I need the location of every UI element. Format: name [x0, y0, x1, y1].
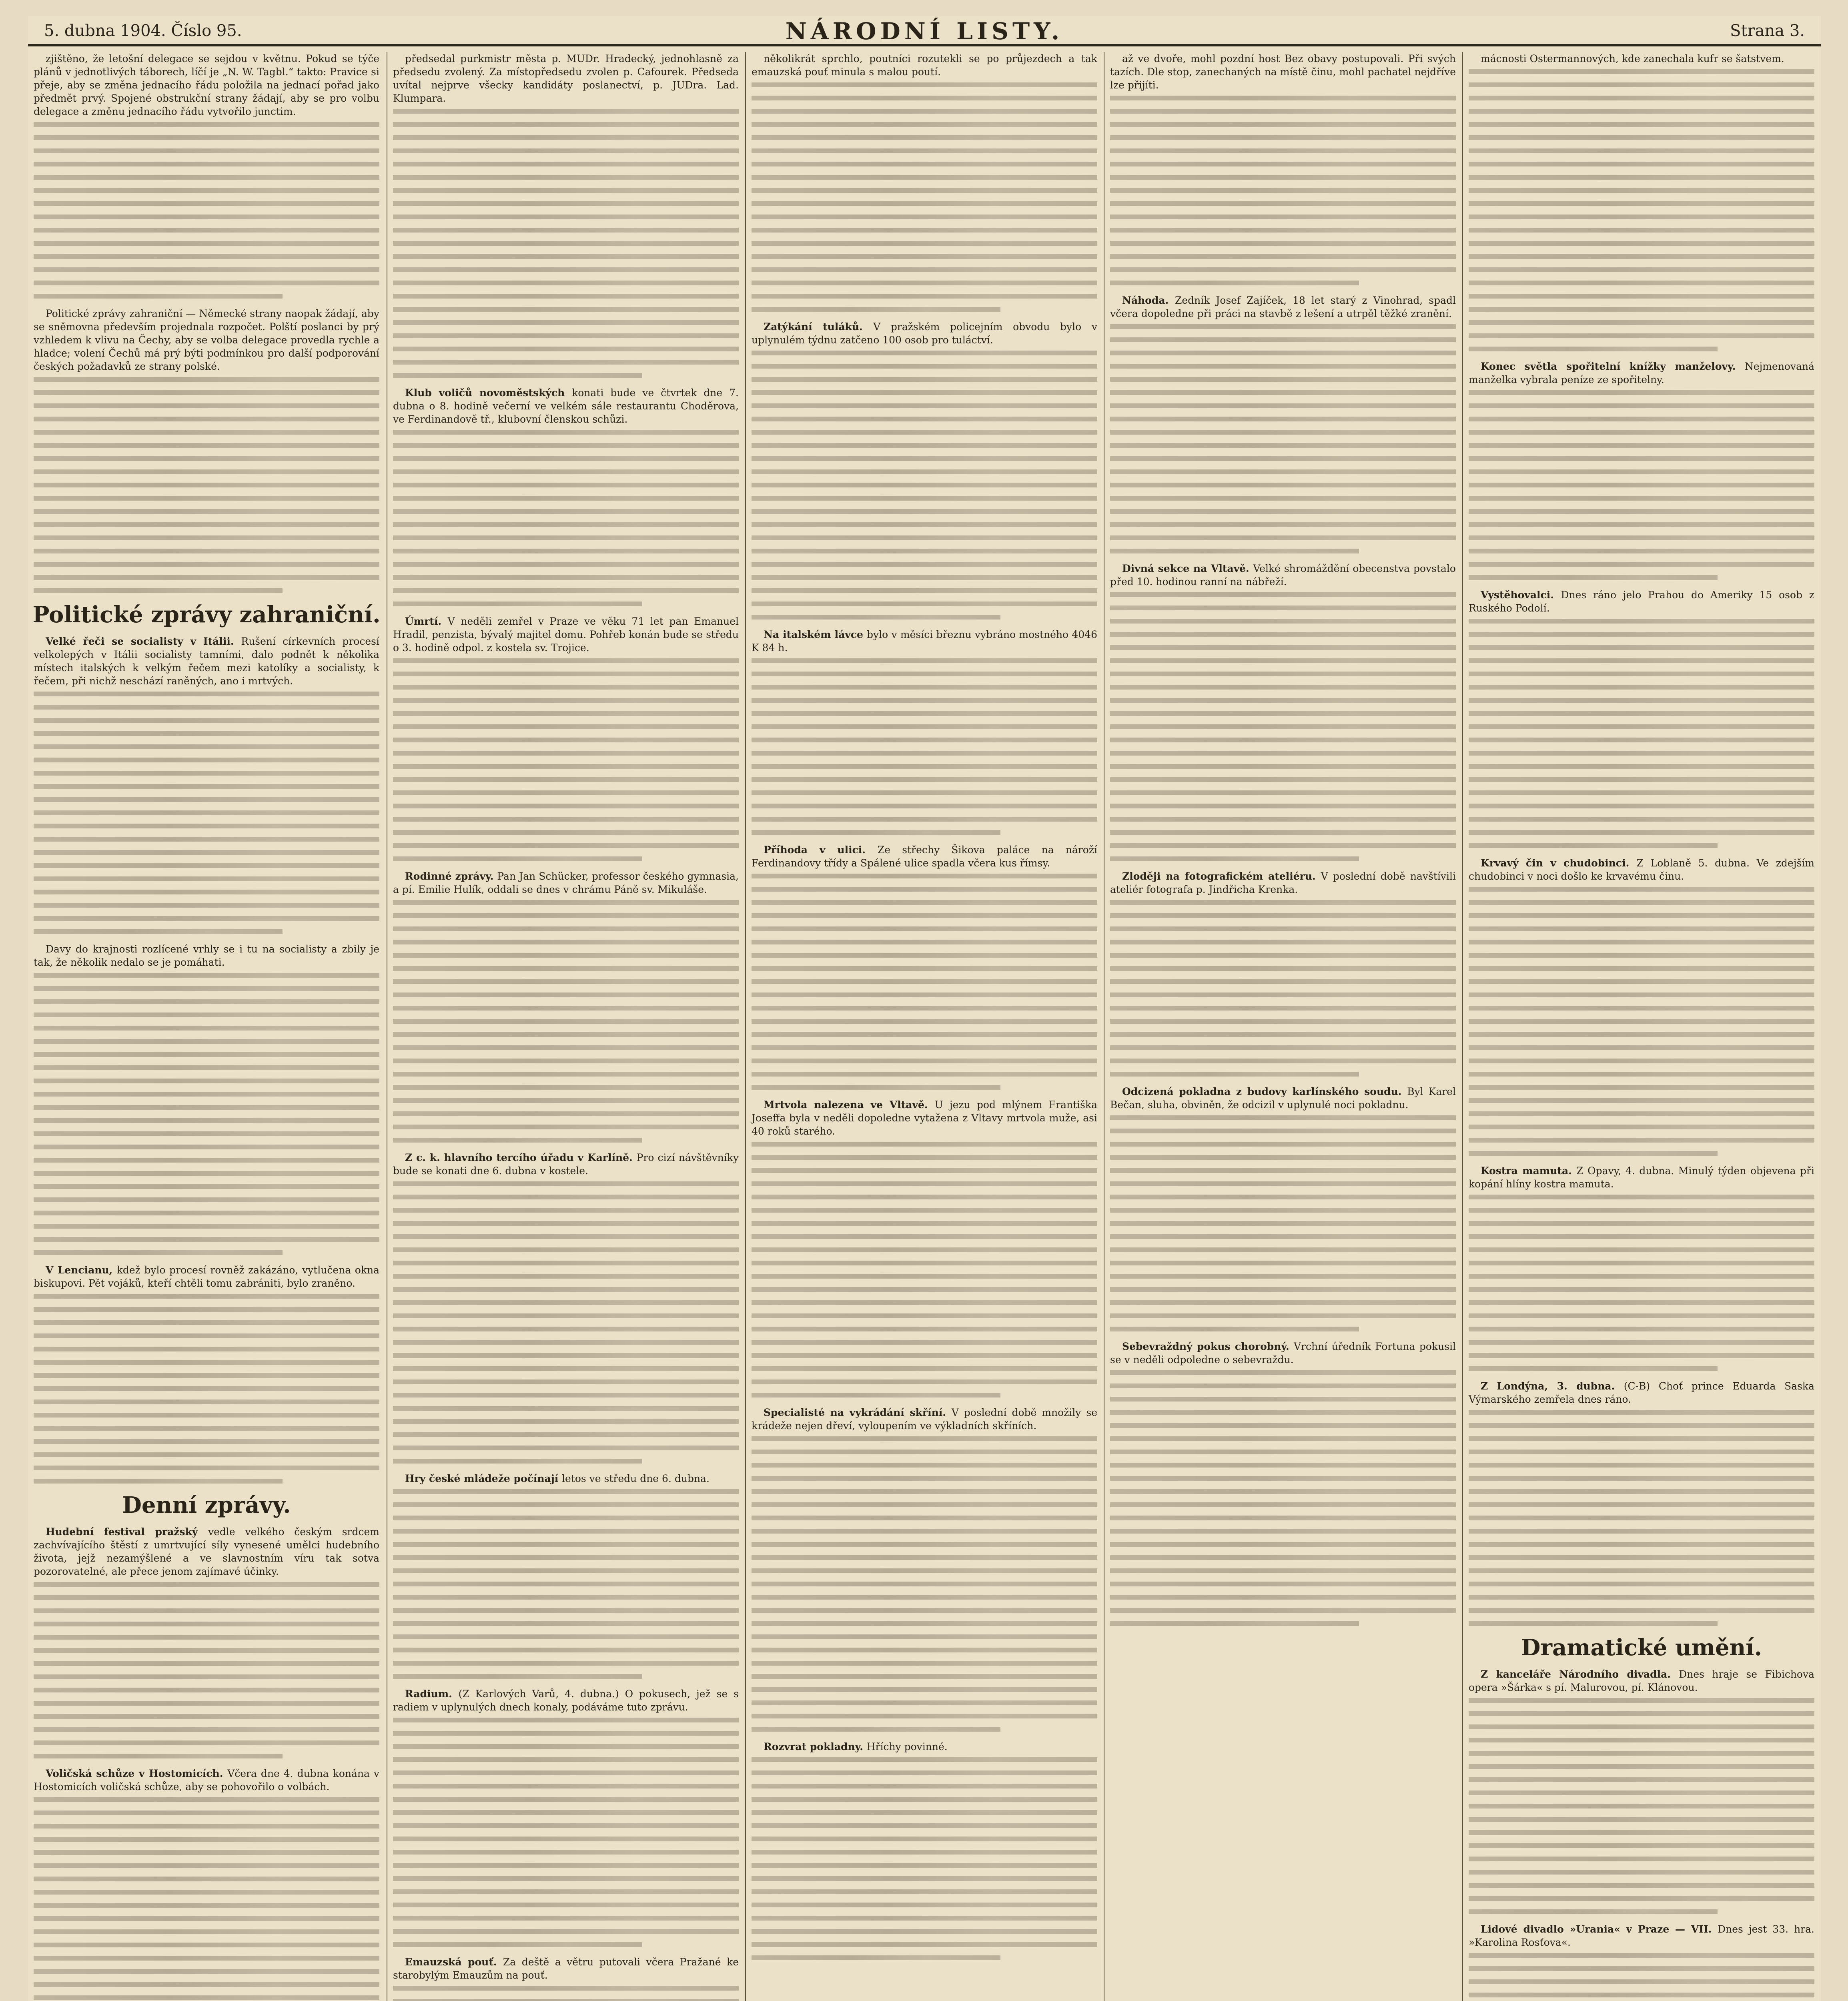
- article-text: U jezu pod mlýnem Františka Joseffa byla v neděli dopoledne vytažena z Vltavy mrtvola muže, asi 40 roků starého.: [752, 1099, 1097, 1137]
- text-lines: [34, 1797, 379, 2001]
- article-text: V neděli zemřel v Praze ve věku 71 let pan Emanuel Hradil, penzista, bývalý majitel domu. Pohřeb konán bude se středu o 3. hodině odpol. z kostela sv. Trojice.: [393, 616, 739, 654]
- article-lead: Zloději na fotografickém ateliéru.: [1122, 870, 1321, 882]
- article-lead: Rodinné zprávy.: [405, 870, 497, 882]
- article-text: předsedal purkmistr města p. MUDr. Hradecký, jednohlasně za předsedu zvolený. Za místopředsedu zvolen p. Cafourek. Předseda uvítal nejprve všecky kandidáty poslanectví, p. JUDra. Lad. Klumpara.: [393, 53, 739, 104]
- article-paragraph: [393, 1687, 739, 1714]
- article-text: V poslední době množily se krádeže nejen dřeví, vyloupením ve výkladních skříních.: [752, 1407, 1097, 1432]
- article-text: Včera dne 4. dubna konána v Hostomicích voličská schůze, aby se pohovořilo o volbách.: [34, 1768, 379, 1792]
- article-paragraph: [34, 307, 379, 373]
- article-paragraph: [752, 1406, 1097, 1432]
- text-lines: [34, 377, 379, 593]
- newspaper-page: [28, 16, 1821, 2001]
- article-lead: Kostra mamuta.: [1481, 1165, 1577, 1177]
- text-lines: [393, 1718, 739, 1947]
- text-lines: [1110, 324, 1456, 553]
- text-lines: [393, 1986, 739, 2001]
- text-lines: [1110, 96, 1456, 285]
- article-paragraph: [393, 615, 739, 654]
- article-paragraph: [1469, 588, 1814, 615]
- text-lines: [34, 1582, 379, 1758]
- article-lead: Hry české mládeže počínají: [405, 1473, 562, 1484]
- article-text: Davy do krajnosti rozlícené vrhly se i tu na socialisty a zbily je tak, že několik nedalo se je pomáhati.: [34, 943, 379, 968]
- article-lead: Vystěhovalci.: [1481, 589, 1561, 601]
- section-heading: Dramatické umění.: [1521, 1634, 1762, 1661]
- text-lines: [393, 109, 739, 378]
- article-text: mácnosti Ostermannových, kde zanechala kufr se šatstvem.: [1481, 53, 1784, 64]
- text-lines: [752, 1757, 1097, 1960]
- text-lines: [34, 1294, 379, 1484]
- article-paragraph: [34, 1525, 379, 1578]
- newspaper-title: NÁRODNÍ LISTY.: [785, 18, 1064, 45]
- article-lead: Náhoda.: [1122, 295, 1175, 306]
- article-paragraph: [1110, 1340, 1456, 1366]
- article-lead: Lidové divadlo »Urania« v Praze — VII.: [1481, 1923, 1718, 1935]
- article-paragraph: [1110, 562, 1456, 588]
- article-paragraph: [393, 1472, 739, 1485]
- text-lines: [393, 430, 739, 606]
- article-lead: Specialisté na vykrádání skříní.: [764, 1407, 952, 1418]
- article-text: Velké shromáždění obecenstva povstalo před 10. hodinou ranní na nábřeží.: [1110, 563, 1456, 587]
- text-lines: [1469, 390, 1814, 580]
- text-lines: [1110, 1370, 1456, 1626]
- text-lines: [1469, 1410, 1814, 1626]
- article-paragraph: [34, 942, 379, 969]
- article-text: Hříchy povinné.: [866, 1741, 948, 1752]
- article-paragraph: [34, 52, 379, 118]
- article-paragraph: [1110, 52, 1456, 92]
- article-paragraph: [393, 1955, 739, 1982]
- article-paragraph: [393, 52, 739, 105]
- article-lead: Zatýkání tuláků.: [764, 321, 874, 333]
- article-lead: Konec světla spořitelní knížky manželovy.: [1481, 361, 1745, 372]
- article-text: V poslední době navštívili ateliér fotografa p. Jindřicha Krenka.: [1110, 870, 1456, 895]
- text-lines: [1110, 900, 1456, 1077]
- text-lines: [1110, 592, 1456, 861]
- article-paragraph: [34, 1767, 379, 1793]
- article-lead: Z Londýna, 3. dubna.: [1481, 1380, 1624, 1392]
- article-lead: Radium.: [405, 1688, 459, 1700]
- text-lines: [1469, 887, 1814, 1156]
- article-lead: Odcizená pokladna z budovy karlínského soudu.: [1122, 1086, 1407, 1097]
- article-paragraph: [34, 635, 379, 688]
- article-lead: V Lencianu,: [46, 1264, 117, 1276]
- article-text: Z Loblaně 5. dubna. Ve zdejším chudobinci v noci došlo ke krvavému činu.: [1469, 857, 1814, 882]
- text-lines: [752, 1142, 1097, 1397]
- article-text: Za deště a větru putovali včera Pražané ke starobylým Emauzům na pouť.: [393, 1956, 739, 1981]
- article-text: (Z Karlových Varů, 4. dubna.) O pokusech, jež se s radiem v uplynulých dnech konaly, podáváme tuto zprávu.: [393, 1688, 739, 1713]
- page-number: Strana 3.: [1730, 22, 1805, 40]
- text-lines: [1469, 1698, 1814, 1914]
- article-paragraph: [393, 870, 739, 896]
- article-text: Politické zprávy zahraniční — Německé strany naopak žádají, aby se sněmovna především projednala rozpočet. Polští poslanci by prý vzhledem k vlivu na Čechy, aby se volba delegace provedla rychle a hladce; volení Čechů má prý býti podmínkou pro další podporování českých požadavků ze strany polské.: [34, 308, 379, 372]
- article-lead: Emauzská pouť.: [405, 1956, 503, 1968]
- article-text: Dnes jest 33. hra. »Karolina Rosťova«.: [1469, 1923, 1814, 1948]
- article-lead: Velké řeči se socialisty v Itálii.: [46, 636, 241, 647]
- article-paragraph: [393, 386, 739, 426]
- article-paragraph: [1469, 1668, 1814, 1694]
- text-lines: [752, 874, 1097, 1090]
- article-text: až ve dvoře, mohl pozdní host Bez obavy postupovali. Při svých tazích. Dle stop, zanechaných na místě činu, mohl pachatel nejdříve lze přijíti.: [1110, 53, 1456, 91]
- article-paragraph: [752, 628, 1097, 654]
- article-paragraph: [34, 1263, 379, 1290]
- article-lead: Z kanceláře Národního divadla.: [1481, 1668, 1679, 1680]
- date-issue: 5. dubna 1904. Číslo 95.: [44, 22, 242, 40]
- column-5: [1462, 52, 1820, 2001]
- article-lead: Na italském lávce: [764, 629, 867, 640]
- article-lead: Hudební festival pražský: [46, 1526, 208, 1538]
- article-lead: Z c. k. hlavního tercího úřadu v Karlíně.: [405, 1152, 637, 1163]
- column-4: [1104, 52, 1461, 2001]
- article-text: Byl Karel Bečan, sluha, obviněn, že odcizil v uplynulé noci pokladnu.: [1110, 1086, 1456, 1111]
- text-lines: [1469, 1195, 1814, 1371]
- article-lead: Úmrtí.: [405, 616, 448, 627]
- text-lines: [34, 692, 379, 934]
- article-paragraph: [1469, 360, 1814, 386]
- article-text: Dnes hraje se Fibichova opera »Šárka« s pí. Malurovou, pí. Klánovou.: [1469, 1668, 1814, 1693]
- text-lines: [752, 658, 1097, 835]
- text-lines: [34, 973, 379, 1255]
- article-text: Dnes ráno jelo Prahou do Ameriky 15 osob z Ruského Podolí.: [1469, 589, 1814, 614]
- text-lines: [752, 1436, 1097, 1732]
- masthead: [28, 16, 1821, 46]
- article-paragraph: [752, 843, 1097, 870]
- article-text: V pražském policejním obvodu bylo v uplynulém týdnu zatčeno 100 osob pro tuláctví.: [752, 321, 1097, 346]
- article-paragraph: [393, 1151, 739, 1177]
- column-1: [28, 52, 385, 2001]
- article-text: Nejmenovaná manželka vybrala peníze ze spořitelny.: [1469, 361, 1814, 385]
- text-lines: [34, 122, 379, 299]
- article-text: několikrát sprchlo, poutníci rozutekli se po průjezdech a tak emauzská pouť minula s malou poutí.: [752, 53, 1097, 78]
- text-lines: [393, 658, 739, 861]
- text-lines: [393, 1181, 739, 1464]
- columns: [28, 52, 1821, 2001]
- text-lines: [1469, 69, 1814, 351]
- article-paragraph: [1110, 870, 1456, 896]
- article-paragraph: [752, 1098, 1097, 1138]
- article-text: Pro cizí návštěvníky bude se konati dne 6. dubna v kostele.: [393, 1152, 739, 1177]
- article-paragraph: [1469, 1923, 1814, 1949]
- article-text: konati bude ve čtvrtek dne 7. dubna o 8. hodině večerní ve velkém sále restaurantu Choděrova, ve Ferdinandově tř., klubovní členskou schůzi.: [393, 387, 739, 425]
- article-text: zjištěno, že letošní delegace se sejdou v květnu. Pokud se týče plánů v jednotlivých táborech, líčí je „N. W. Tagbl.“ takto: Pravice si přeje, aby se změna jednacího řádu položila na jednací pořad jako předmět prvý. Spojené obstrukční strany žádají, aby se pro volbu delegace a změnu jednacího řádu vytvořilo junctim.: [34, 53, 379, 117]
- column-2: [387, 52, 744, 2001]
- article-paragraph: [752, 52, 1097, 78]
- article-text: Rušení církevních procesí velkolepých v Itálii socialisty tamními, dalo podnět k několika místech italských k velkým řečem mezi katolíky a socialisty, k řečem, při nichž neschází raněných, ano i mrtvých.: [34, 636, 379, 687]
- article-paragraph: [1469, 1164, 1814, 1191]
- text-lines: [1110, 1115, 1456, 1331]
- article-lead: Rozvrat pokladny.: [764, 1741, 867, 1752]
- article-paragraph: [752, 1740, 1097, 1753]
- article-paragraph: [1469, 1379, 1814, 1406]
- text-lines: [1469, 619, 1814, 848]
- section-heading: Denní zprávy.: [122, 1492, 291, 1518]
- article-text: Ze střechy Šikova paláce na nároží Ferdinandovy třídy a Spálené ulice spadla včera kus římsy.: [752, 844, 1097, 869]
- article-paragraph: [1110, 294, 1456, 320]
- article-text: vedle velkého českým srdcem zachvívajícího štěstí z umrtvující síly vynesené umělci hudebního života, jejž nezamýšlené a ve slavnostním víru tak sotva pozorovatelné, ale přece jenom zajímavé účinky.: [34, 1526, 379, 1577]
- article-paragraph: [752, 320, 1097, 347]
- article-text: bylo v měsíci březnu vybráno mostného 4046 K 84 h.: [752, 629, 1097, 654]
- article-lead: Příhoda v ulici.: [764, 844, 878, 856]
- article-text: kdež bylo procesí rovněž zakázáno, vytlučena okna biskupovi. Pět vojáků, kteří chtěli tomu zabrániti, bylo zraněno.: [34, 1264, 379, 1289]
- article-paragraph: [1469, 52, 1814, 65]
- article-paragraph: [1110, 1085, 1456, 1111]
- article-text: Vrchní úředník Fortuna pokusil se v neděli odpoledne o sebevraždu.: [1110, 1341, 1456, 1365]
- section-heading: Politické zprávy zahraniční.: [32, 602, 381, 628]
- column-3: [745, 52, 1103, 2001]
- text-lines: [1469, 1953, 1814, 2001]
- text-lines: [752, 351, 1097, 620]
- article-lead: Sebevraždný pokus chorobný.: [1122, 1341, 1294, 1352]
- article-text: Pan Jan Schücker, professor českého gymnasia, a pí. Emilie Hulík, oddali se dnes v chrámu Páně sv. Mikuláše.: [393, 870, 739, 895]
- article-text: letos ve středu dne 6. dubna.: [562, 1473, 710, 1484]
- article-lead: Mrtvola nalezena ve Vltavě.: [764, 1099, 935, 1111]
- article-lead: Krvavý čin v chudobinci.: [1481, 857, 1637, 869]
- article-paragraph: [1469, 856, 1814, 883]
- article-text: Zedník Josef Zajíček, 18 let starý z Vinohrad, spadl včera dopoledne při práci na stavbě z lešení a utrpěl těžké zranění.: [1110, 295, 1456, 319]
- article-lead: Klub voličů novoměstských: [405, 387, 572, 399]
- text-lines: [393, 900, 739, 1143]
- article-text: (C-B) Choť prince Eduarda Saska Výmarského zemřela dnes ráno.: [1469, 1380, 1814, 1405]
- article-lead: Voličská schůze v Hostomicích.: [46, 1768, 228, 1779]
- article-lead: Divná sekce na Vltavě.: [1122, 563, 1253, 574]
- text-lines: [752, 82, 1097, 312]
- text-lines: [393, 1489, 739, 1679]
- article-text: Z Opavy, 4. dubna. Minulý týden objevena při kopání hlíny kostra mamuta.: [1469, 1165, 1815, 1190]
